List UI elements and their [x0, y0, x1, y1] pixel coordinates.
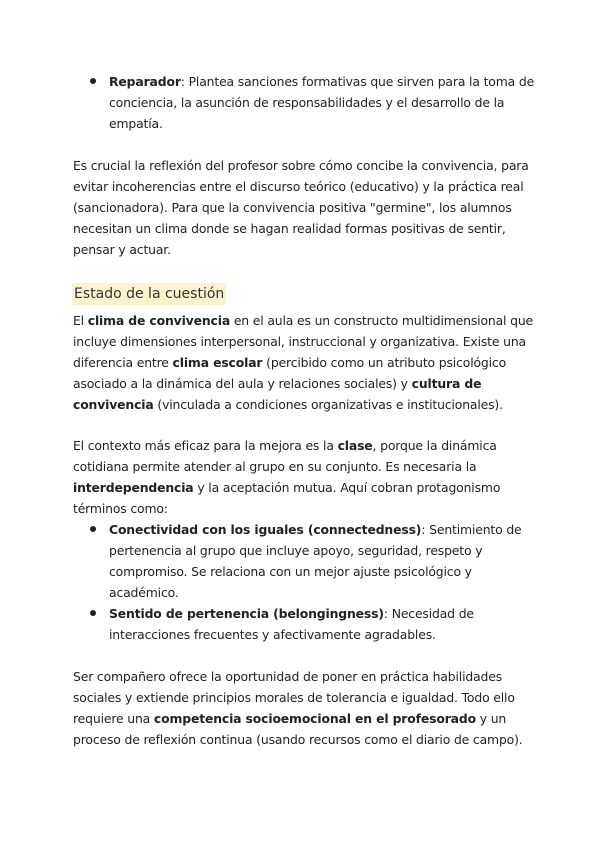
section-heading: Estado de la cuestión [72, 283, 226, 305]
list-item-reparador [73, 71, 535, 134]
list-item-text: : Plantea sanciones formativas que sirven para la toma de conciencia, la asunción de responsabilidades y el desarrollo de la empatía. [109, 74, 535, 131]
bold-term-clima-escolar: clima escolar [172, 355, 263, 370]
bold-term-clase: clase [337, 438, 373, 453]
list-item-text: : Sentimiento de pertenencia al grupo que incluye apoyo, seguridad, respeto y compromiso. Se relaciona con un mejor ajuste psicológico y académico. [109, 522, 522, 600]
text-run: y la aceptación mutua. Aquí cobran protagonismo términos como: [73, 480, 501, 516]
text-run: en el aula es un constructo multidimensional que incluye dimensiones interpersonal, instruccional y organizativa. Existe una diferencia entre [73, 313, 534, 370]
paragraph-companero [73, 666, 535, 750]
list-item-term: Sentido de pertenencia (belongingness) [109, 606, 384, 621]
list-item-term: Reparador [109, 74, 181, 89]
bullet-icon [90, 526, 96, 532]
bold-term-interdependencia: interdependencia [73, 480, 194, 495]
text-run: El [73, 313, 88, 328]
text-run: (vinculada a condiciones organizativas e institucionales). [153, 397, 503, 412]
list-item-connectedness [73, 519, 535, 603]
text-run: Ser compañero ofrece la oportunidad de poner en práctica habilidades sociales y extiende principios morales de tolerancia e igualdad. Todo ello requiere una [73, 669, 515, 726]
list-item-text: : Necesidad de interacciones frecuentes y afectivamente agradables. [109, 606, 474, 642]
bullet-icon [90, 610, 96, 616]
paragraph-reflexion: Es crucial la reflexión del profesor sobre cómo concibe la convivencia, para evitar incoherencias entre el discurso teórico (educativo) y la práctica real (sancionadora). Para que la convivencia positiva "germine", los alumnos necesitan un clima donde se hagan realidad formas positivas de sentir, pensar y actuar. [73, 158, 529, 257]
text-run: y un proceso de reflexión continua (usando recursos como el diario de campo). [73, 711, 523, 747]
list-item-belongingness [73, 603, 535, 645]
paragraph-clima [73, 310, 535, 415]
paragraph-contexto [73, 435, 535, 519]
top-bullet-list [73, 71, 535, 134]
list-item-term: Conectividad con los iguales (connectedness) [109, 522, 422, 537]
bold-term-competencia-socioemocional: competencia socioemocional en el profesorado [153, 711, 476, 726]
bold-term-clima-convivencia: clima de convivencia [87, 313, 231, 328]
text-run: (percibido como un atributo psicológico asociado a la dinámica del aula y relaciones sociales) y [73, 355, 507, 391]
text-run: , porque la dinámica cotidiana permite atender al grupo en su conjunto. Es necesaria la [73, 438, 497, 474]
bold-term-cultura-convivencia: cultura de convivencia [73, 376, 482, 412]
bullet-icon [90, 78, 96, 84]
terms-bullet-list [73, 519, 535, 645]
text-run: El contexto más eficaz para la mejora es la [73, 438, 338, 453]
